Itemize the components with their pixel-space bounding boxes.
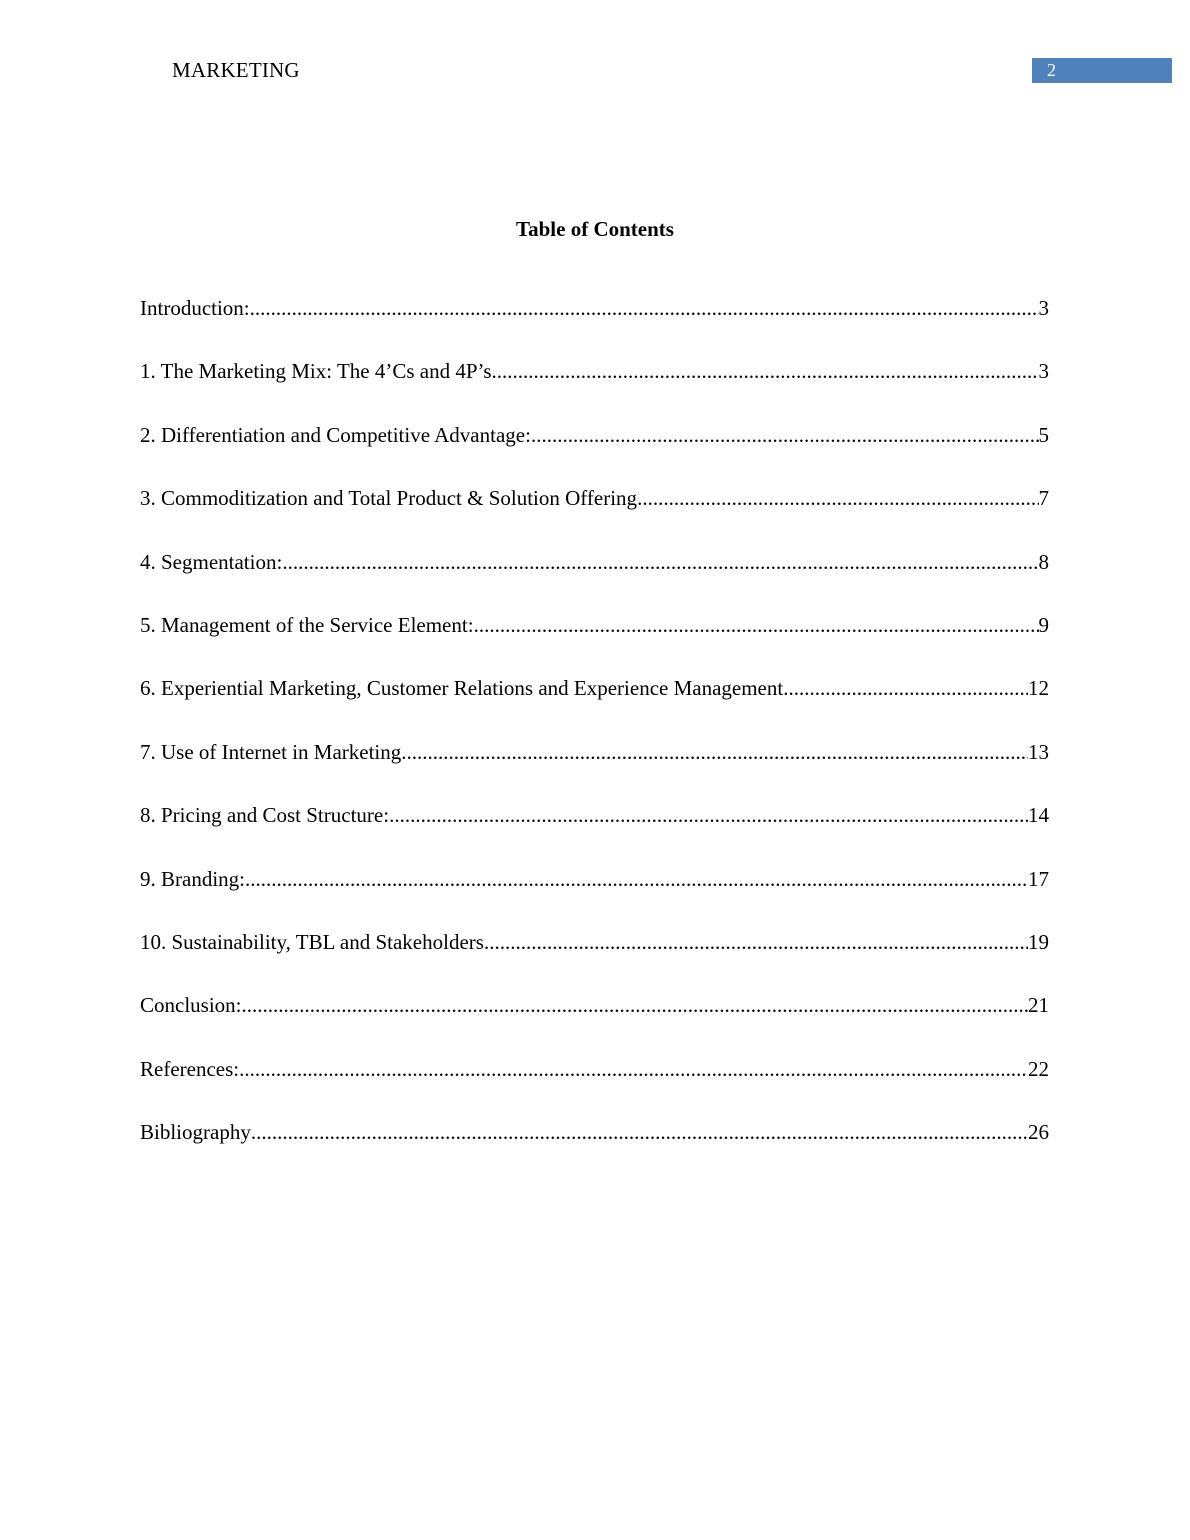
toc-entry-label: 10. Sustainability, TBL and Stakeholders [140, 929, 484, 954]
toc-entry-sustainability[interactable] [140, 930, 1049, 993]
toc-entry-label: 8. Pricing and Cost Structure: [140, 803, 390, 828]
toc-entry-internet-marketing[interactable] [140, 740, 1049, 803]
toc-entry-label: Bibliography [140, 1120, 251, 1145]
toc-entry-page: 8 [1038, 549, 1049, 574]
toc-dot-leader [242, 993, 1028, 1018]
toc-entry-experiential-marketing[interactable] [140, 676, 1049, 739]
toc-dot-leader [245, 867, 1028, 892]
toc-heading: Table of Contents [516, 217, 674, 241]
toc-entry-segmentation[interactable] [140, 550, 1049, 613]
toc-entry-page: 17 [1028, 866, 1049, 891]
toc-entry-service-element[interactable] [140, 613, 1049, 676]
toc-entry-label: 1. The Marketing Mix: The 4’Cs and 4P’s [140, 359, 492, 384]
toc-list [140, 296, 1049, 1183]
toc-entry-label: Conclusion: [140, 993, 242, 1018]
toc-dot-leader [783, 676, 1028, 701]
toc-entry-commoditization[interactable] [140, 486, 1049, 549]
toc-entry-marketing-mix[interactable] [140, 359, 1049, 422]
toc-entry-label: References: [140, 1056, 240, 1081]
toc-dot-leader [531, 423, 1039, 448]
toc-dot-leader [484, 930, 1028, 955]
toc-entry-label: 7. Use of Internet in Marketing [140, 739, 402, 764]
toc-dot-leader [401, 740, 1028, 765]
toc-entry-label: 9. Branding: [140, 866, 245, 891]
running-header-title: MARKETING [172, 58, 300, 82]
toc-entry-page: 14 [1028, 803, 1049, 828]
toc-entry-branding[interactable] [140, 867, 1049, 930]
toc-entry-label: 3. Commoditization and Total Product & Solution Offering [140, 486, 638, 511]
toc-entry-bibliography[interactable] [140, 1120, 1049, 1183]
toc-entry-page: 5 [1038, 422, 1049, 447]
toc-entry-label: 4. Segmentation: [140, 549, 283, 574]
toc-dot-leader [492, 359, 1039, 384]
toc-entry-page: 22 [1028, 1056, 1049, 1081]
toc-dot-leader [250, 296, 1039, 321]
toc-entry-conclusion[interactable] [140, 993, 1049, 1056]
toc-entry-page: 3 [1038, 359, 1049, 384]
toc-entry-page: 21 [1028, 993, 1049, 1018]
toc-entry-page: 26 [1028, 1120, 1049, 1145]
toc-entry-page: 3 [1038, 296, 1049, 320]
toc-entry-differentiation[interactable] [140, 423, 1049, 486]
toc-entry-page: 7 [1038, 486, 1049, 511]
toc-dot-leader [389, 803, 1028, 828]
toc-dot-leader [251, 1120, 1028, 1145]
toc-entry-label: 6. Experiential Marketing, Customer Relations and Experience Management [140, 676, 784, 701]
page-number-badge: 2 [1032, 58, 1172, 83]
toc-dot-leader [474, 613, 1039, 638]
toc-entry-label: 5. Management of the Service Element: [140, 612, 474, 637]
toc-dot-leader [239, 1057, 1028, 1082]
toc-entry-page: 19 [1028, 929, 1049, 954]
toc-entry-page: 12 [1028, 676, 1049, 701]
toc-entry-label: 2. Differentiation and Competitive Advantage: [140, 422, 531, 447]
toc-entry-pricing[interactable] [140, 803, 1049, 866]
toc-entry-page: 13 [1028, 739, 1049, 764]
toc-dot-leader [282, 550, 1038, 575]
toc-entry-references[interactable] [140, 1057, 1049, 1120]
toc-entry-page: 9 [1038, 612, 1049, 637]
toc-dot-leader [637, 486, 1038, 511]
toc-entry-introduction[interactable] [140, 296, 1049, 359]
toc-entry-label: Introduction: [140, 296, 250, 320]
